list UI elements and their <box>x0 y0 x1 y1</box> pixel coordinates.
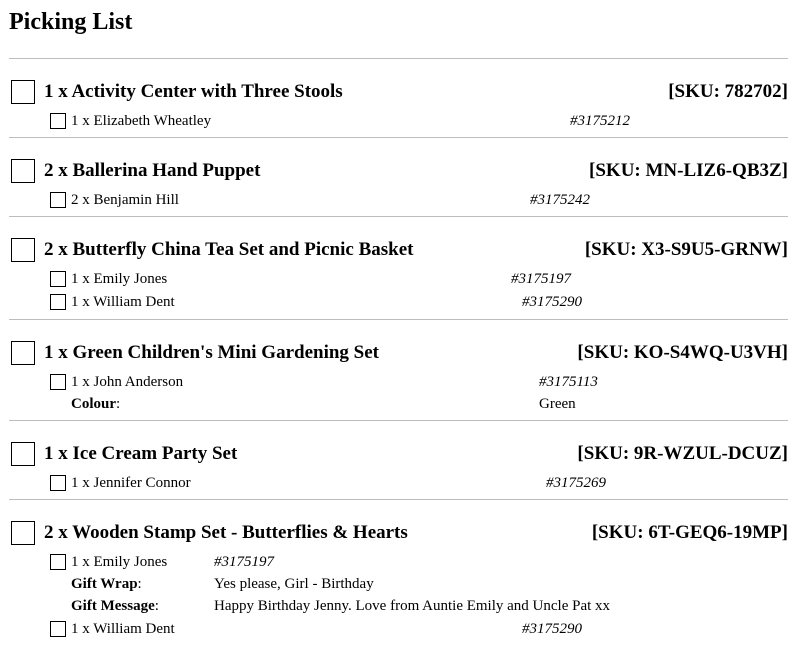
product-sku: [SKU: 6T-GEQ6-19MP] <box>591 522 788 543</box>
option-value: Yes please, Girl - Birthday <box>214 576 374 592</box>
order-number: #3175242 <box>530 192 590 208</box>
product-title: 2 x Ballerina Hand Puppet <box>44 160 261 181</box>
product-sku: [SKU: 9R-WZUL-DCUZ] <box>577 443 788 464</box>
title-divider <box>9 58 788 59</box>
order-number: #3175197 <box>214 554 274 570</box>
page-title: Picking List <box>9 9 133 35</box>
product-checkbox[interactable] <box>11 159 35 183</box>
section-divider <box>9 216 788 217</box>
order-checkbox[interactable] <box>50 113 66 129</box>
section-divider <box>9 499 788 500</box>
order-line: 2 x Benjamin Hill <box>71 192 179 208</box>
order-number: #3175269 <box>546 475 606 491</box>
product-title: 1 x Green Children's Mini Gardening Set <box>44 342 379 363</box>
product-title: 1 x Ice Cream Party Set <box>44 443 238 464</box>
section-divider <box>9 137 788 138</box>
order-line: 1 x Emily Jones <box>71 554 168 570</box>
order-checkbox[interactable] <box>50 294 66 310</box>
order-number: #3175290 <box>522 294 582 310</box>
order-line: 1 x Jennifer Connor <box>71 475 191 491</box>
product-checkbox[interactable] <box>11 341 35 365</box>
product-sku: [SKU: MN-LIZ6-QB3Z] <box>589 160 788 181</box>
order-checkbox[interactable] <box>50 374 66 390</box>
option-label: Gift Message: <box>71 598 159 614</box>
product-checkbox[interactable] <box>11 442 35 466</box>
order-checkbox[interactable] <box>50 475 66 491</box>
product-sku: [SKU: X3-S9U5-GRNW] <box>584 239 788 260</box>
product-checkbox[interactable] <box>11 238 35 262</box>
order-line: 1 x William Dent <box>71 621 175 637</box>
section-divider <box>9 420 788 421</box>
order-checkbox[interactable] <box>50 621 66 637</box>
option-value: Green <box>539 396 576 412</box>
option-value: Happy Birthday Jenny. Love from Auntie Emily and Uncle Pat xx <box>214 598 611 614</box>
order-line: 1 x Elizabeth Wheatley <box>71 113 212 129</box>
product-title: 2 x Wooden Stamp Set - Butterflies & Hearts <box>44 522 408 543</box>
product-sku: [SKU: 782702] <box>668 81 788 102</box>
section-divider <box>9 319 788 320</box>
order-checkbox[interactable] <box>50 271 66 287</box>
order-number: #3175197 <box>511 271 571 287</box>
order-number: #3175212 <box>570 113 630 129</box>
option-label: Colour: <box>71 396 121 412</box>
product-checkbox[interactable] <box>11 80 35 104</box>
order-checkbox[interactable] <box>50 554 66 570</box>
option-label: Gift Wrap: <box>71 576 142 592</box>
product-sku: [SKU: KO-S4WQ-U3VH] <box>577 342 788 363</box>
order-line: 1 x Emily Jones <box>71 271 168 287</box>
product-title: 1 x Activity Center with Three Stools <box>44 81 343 102</box>
order-number: #3175113 <box>539 374 598 390</box>
order-line: 1 x John Anderson <box>71 374 184 390</box>
order-line: 1 x William Dent <box>71 294 175 310</box>
product-title: 2 x Butterfly China Tea Set and Picnic Basket <box>44 239 414 260</box>
order-number: #3175290 <box>522 621 582 637</box>
product-checkbox[interactable] <box>11 521 35 545</box>
order-checkbox[interactable] <box>50 192 66 208</box>
